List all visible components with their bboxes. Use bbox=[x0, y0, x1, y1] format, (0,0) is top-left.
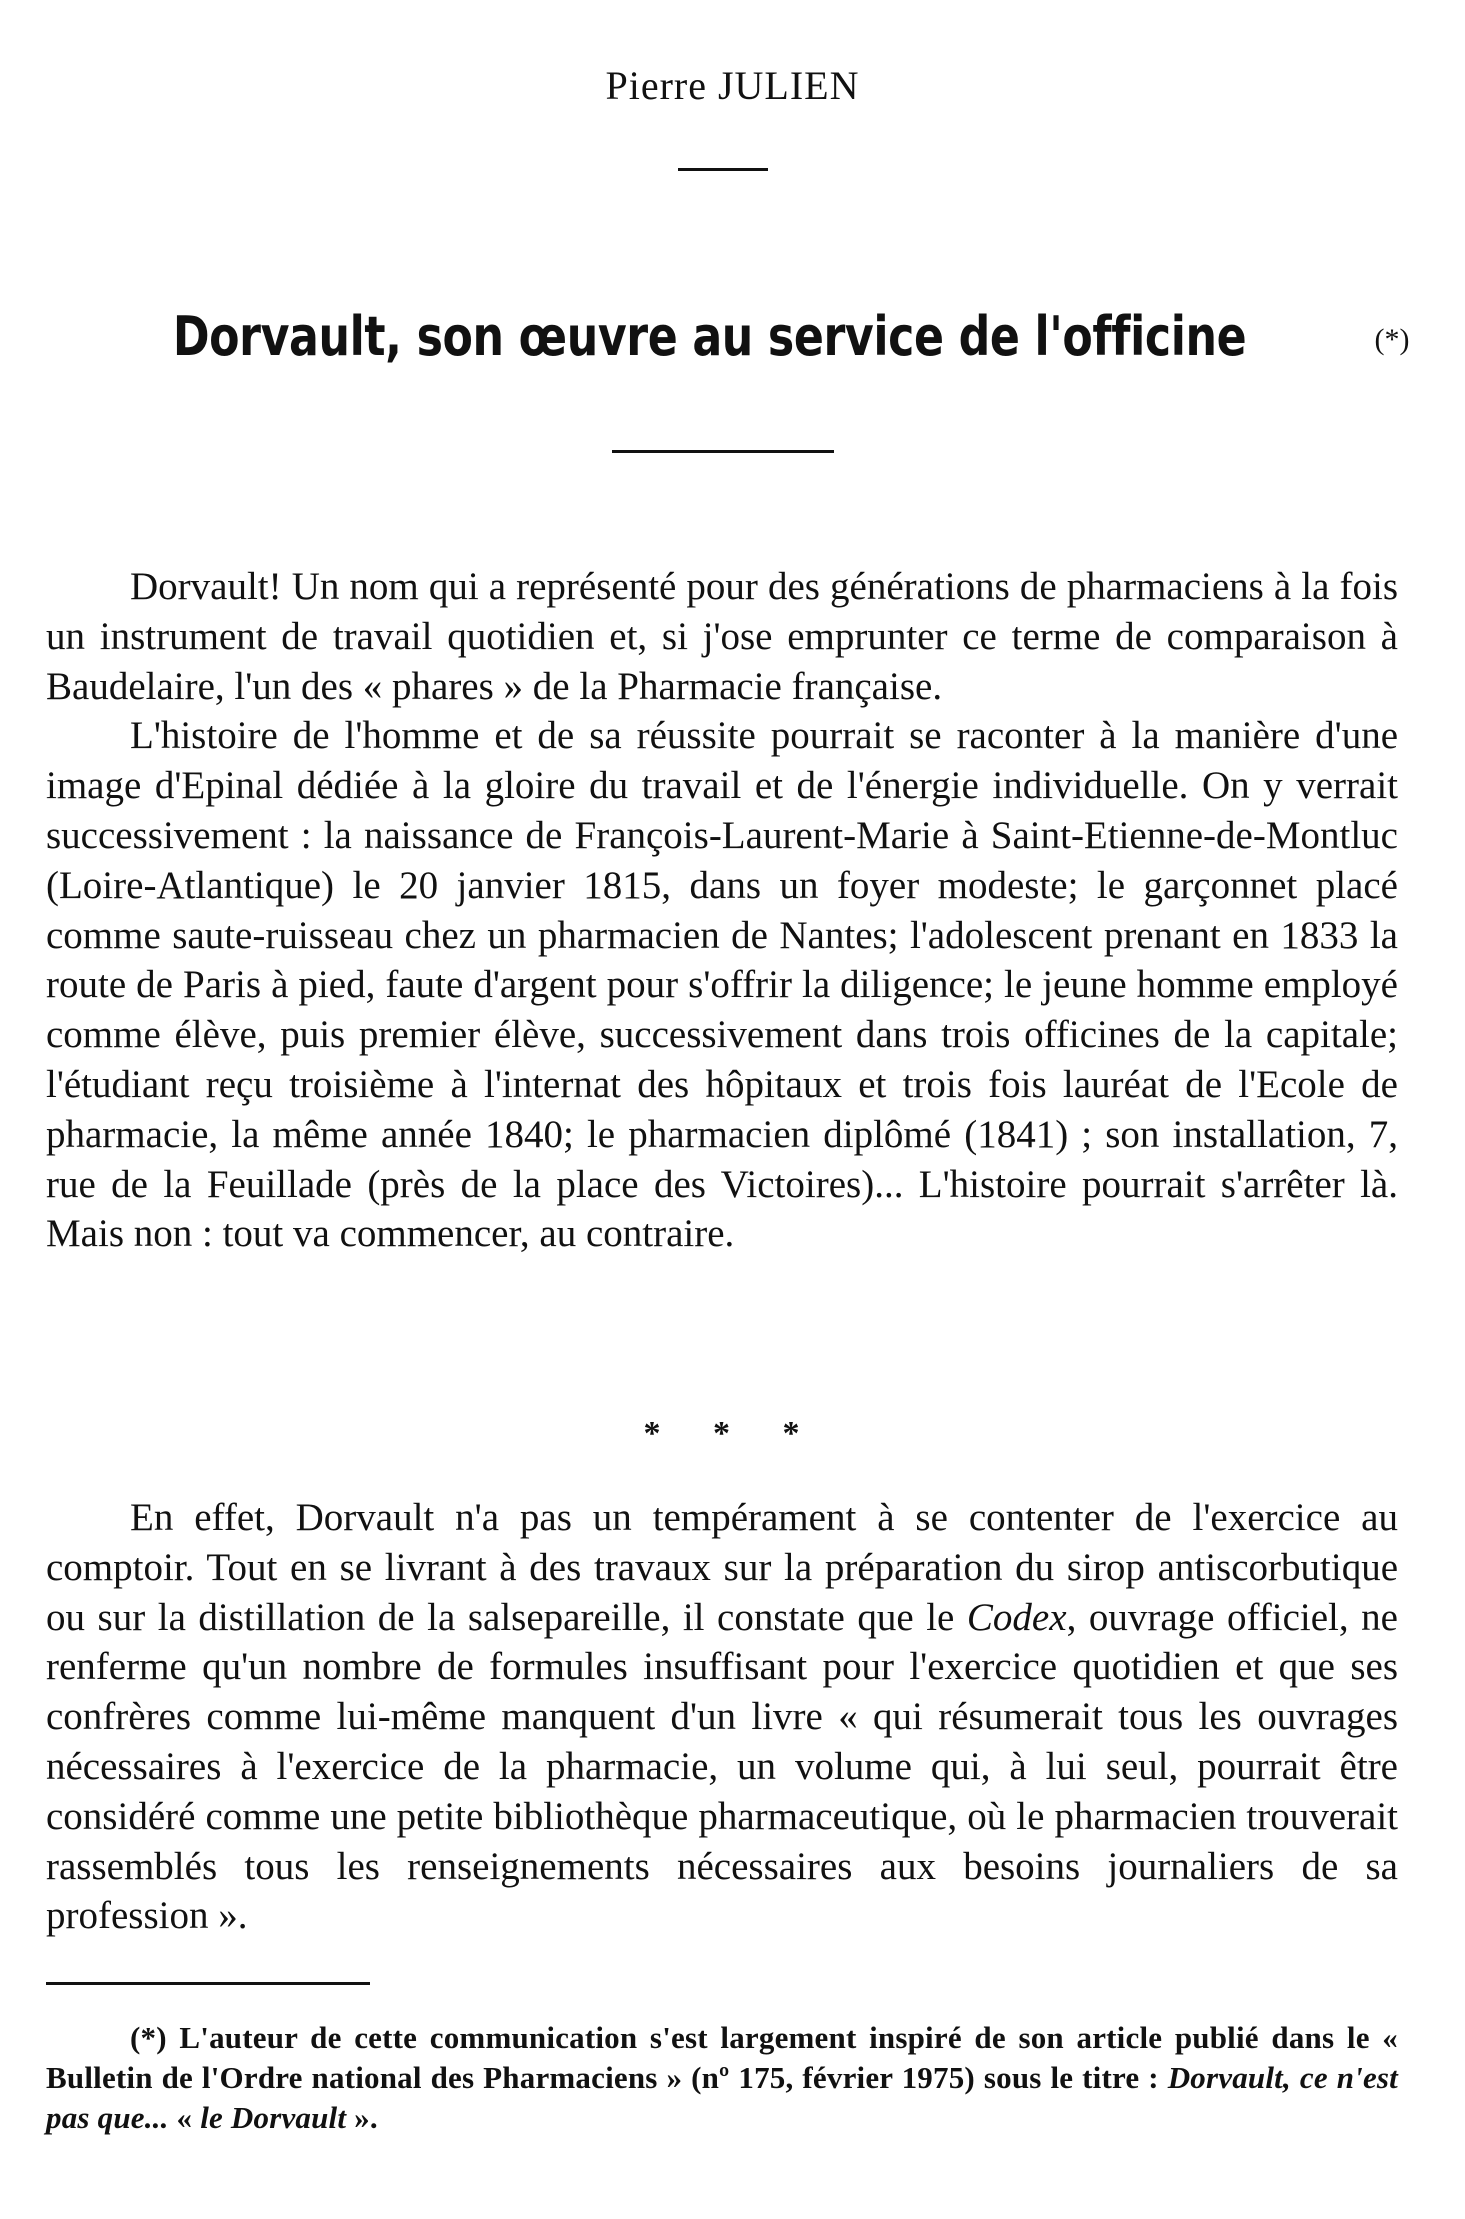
article-body bbox=[46, 562, 1398, 1259]
codex-title: Codex bbox=[966, 1595, 1067, 1639]
paragraph-1: Dorvault! Un nom qui a représenté pour des générations de pharmaciens à la fois un instrument de travail quotidien et, si j'ose emprunter ce terme de comparaison à Baudelaire, l'un des « phares » de la Pharmacie française. bbox=[46, 565, 1398, 708]
footnote bbox=[46, 2018, 1398, 2138]
footnote-divider bbox=[46, 1982, 370, 1985]
footnote-italic-2: le Dorvault bbox=[200, 2100, 347, 2135]
article-title-text: Dorvault, son œuvre au service de l'officine bbox=[173, 305, 1247, 368]
footnote-text bbox=[46, 2018, 1398, 2138]
section-separator: * * * bbox=[643, 1415, 822, 1452]
paragraph-3-part-2: , ouvrage officiel, ne renferme qu'un nombre de formules insuffisant pour l'exercice quotidien et que ses confrères comme lui-même manquent d'un livre « qui résumerait tous les ouvrages nécessaires à l'exercice de la pharmacie, un volume qui, à lui seul, pourrait être considéré comme une petite bibliothèque pharmaceutique, où le pharmacien trouverait rassemblés tous les renseignements nécessaires aux besoins journaliers de sa profession ». bbox=[46, 1595, 1398, 1938]
paragraph-2: L'histoire de l'homme et de sa réussite pourrait se raconter à la manière d'une image d'Epinal dédiée à la gloire du travail et de l'énergie individuelle. On y verrait successivement : la naissance de François-Laurent-Marie à Saint-Etienne-de-Montluc (Loire-Atlantique) le 20 janvier 1815, dans un foyer modeste; le garçonnet placé comme saute-ruisseau chez un pharmacien de Nantes; l'adolescent prenant en 1833 la route de Paris à pied, faute d'argent pour s'offrir la diligence; le jeune homme employé comme élève, puis premier élève, successivement dans trois officines de la capitale; l'étudiant reçu troisième à l'internat des hôpitaux et trois fois lauréat de l'Ecole de pharmacie, la même année 1840; le pharmacien diplômé (1841) ; son installation, 7, rue de la Feuillade (près de la place des Victoires)... L'histoire pourrait s'arrêter là. Mais non : tout va commencer, au contraire. bbox=[46, 714, 1398, 1256]
footnote-marker: (*) bbox=[130, 2020, 167, 2055]
title-footnote-marker: (*) bbox=[1374, 322, 1410, 356]
paragraph-3-part-1: En effet, Dorvault n'a pas un tempérament à se contenter de l'exercice au comptoir. Tout en se livrant à des travaux sur la préparation du sirop antiscorbutique ou sur la distillation de la salsepareille, il constate que le bbox=[46, 1496, 1398, 1639]
footnote-part-1: L'auteur de cette communication s'est largement inspiré de son article publié dans le « Bulletin de l'Ordre national des Pharmaciens » (nº 175, février 1975) sous le titre : bbox=[46, 2020, 1398, 2095]
title-block bbox=[0, 305, 1465, 368]
title-divider bbox=[612, 450, 834, 453]
footnote-italic-1: Dorvault, ce n'est pas que... bbox=[46, 2060, 1398, 2135]
footnote-part-3: ». bbox=[346, 2100, 378, 2135]
author-name: Pierre JULIEN bbox=[605, 63, 860, 108]
footnote-part-2: « bbox=[168, 2100, 201, 2135]
article-body-continued bbox=[46, 1493, 1398, 1941]
author-divider bbox=[678, 168, 768, 171]
paragraph-3 bbox=[46, 1493, 1398, 1941]
article-title bbox=[173, 305, 1246, 368]
